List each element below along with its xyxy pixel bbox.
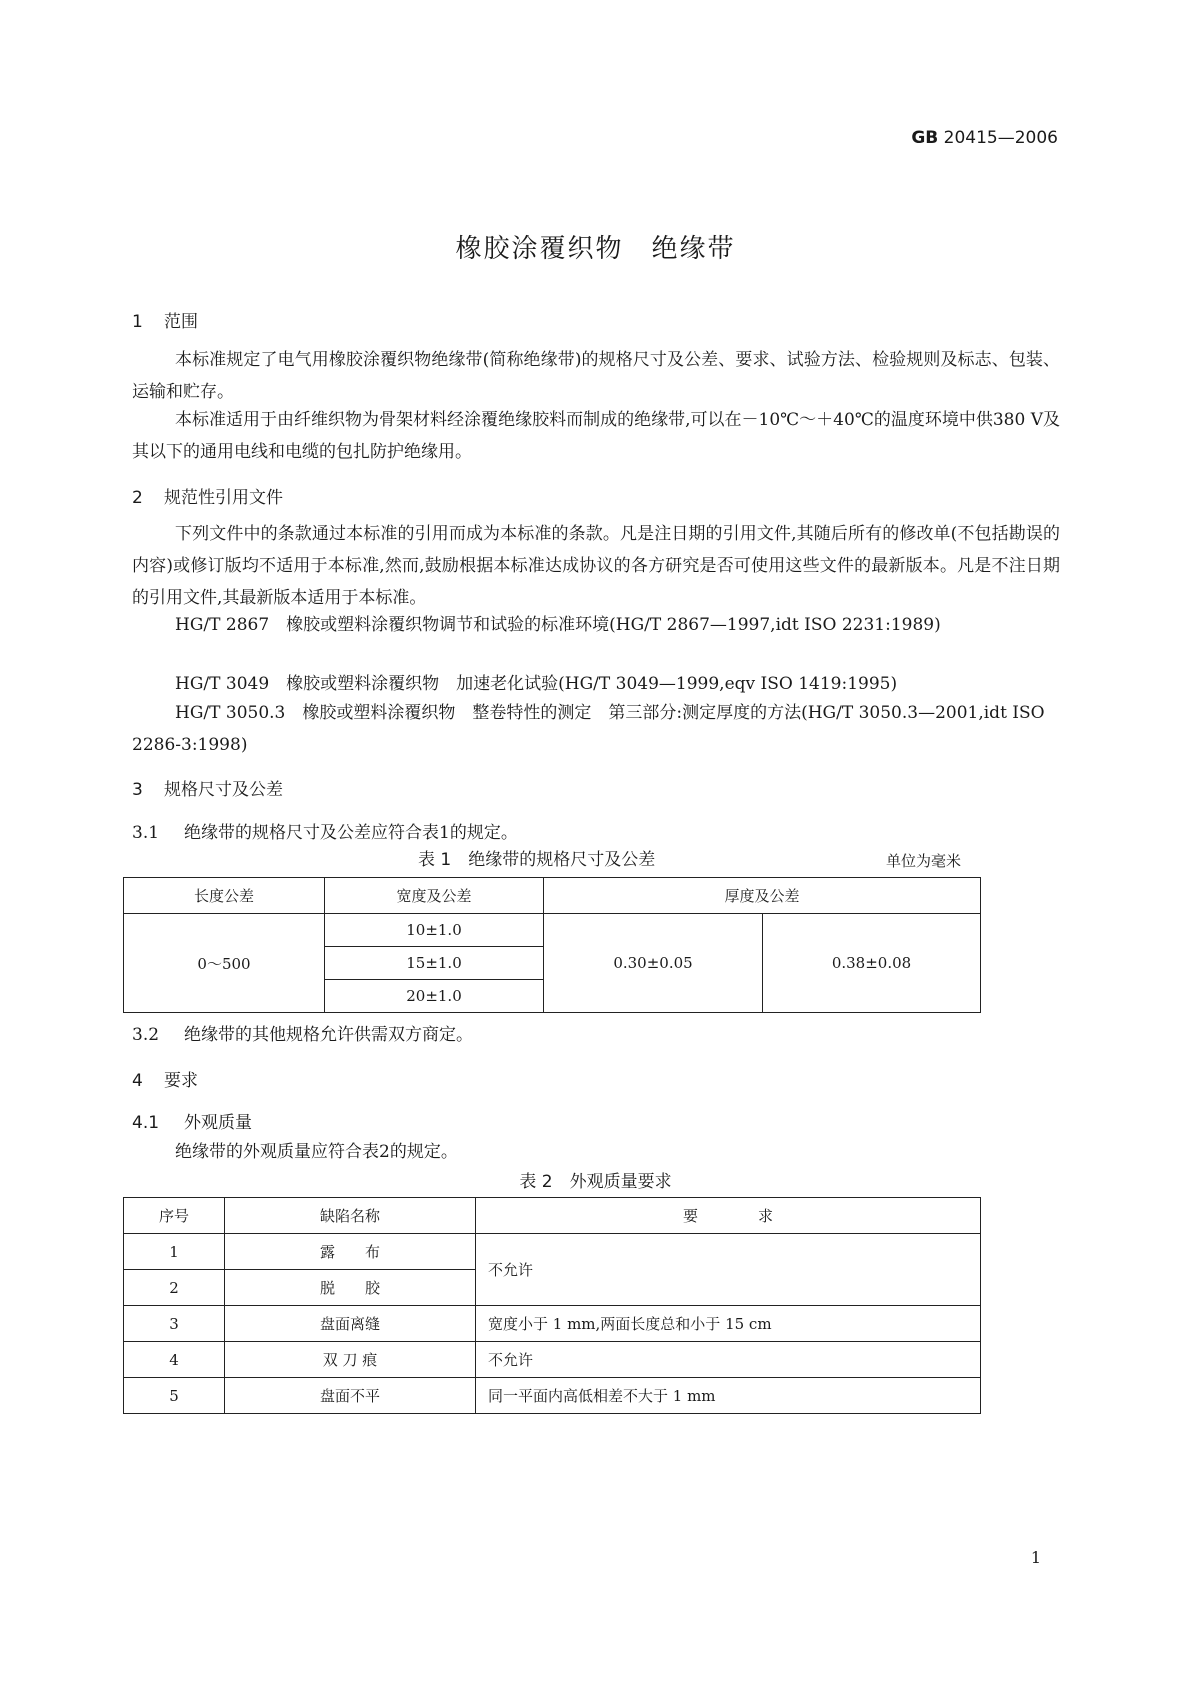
table-1-header-thickness: 厚度及公差	[544, 878, 981, 914]
row-number: 5	[124, 1378, 225, 1414]
defect-name: 露 布	[225, 1234, 476, 1270]
table-2-header-defect: 缺陷名称	[225, 1198, 476, 1234]
section-3-heading: 3 规格尺寸及公差	[132, 780, 283, 800]
page-number: 1	[1030, 1548, 1041, 1567]
defect-name: 脱 胶	[225, 1270, 476, 1306]
table-1-width-value: 20±1.0	[325, 980, 544, 1013]
row-number: 2	[124, 1270, 225, 1306]
defect-name: 盘面离缝	[225, 1306, 476, 1342]
row-number: 4	[124, 1342, 225, 1378]
table-1-caption: 表 1 绝缘带的规格尺寸及公差	[418, 850, 656, 870]
defect-name: 双 刀 痕	[225, 1342, 476, 1378]
section-1-paragraph-2: 本标准适用于由纤维织物为骨架材料经涂覆绝缘胶料而制成的绝缘带,可以在－10℃～＋40℃的温度环境中供380 V及其以下的通用电线和电缆的包扎防护绝缘用。	[132, 410, 1060, 462]
requirement: 不允许	[476, 1342, 981, 1378]
standard-number: GB 20415—2006	[911, 128, 1058, 148]
table-2	[123, 1197, 981, 1414]
table-row	[124, 1378, 981, 1414]
reference-hgt-2867: HG/T 2867 橡胶或塑料涂覆织物调节和试验的标准环境(HG/T 2867—1997,idt ISO 2231:1989)	[175, 615, 941, 635]
section-4-heading: 4 要求	[132, 1071, 198, 1091]
table-1-length-value: 0～500	[124, 914, 325, 1013]
table-1	[123, 877, 981, 1013]
reference-hgt-3049: HG/T 3049 橡胶或塑料涂覆织物 加速老化试验(HG/T 3049—1999,eqv ISO 1419:1995)	[175, 674, 898, 694]
table-row	[124, 1234, 981, 1270]
section-3-2: 3.2 绝缘带的其他规格允许供需双方商定。	[132, 1025, 473, 1045]
table-2-caption: 表 2 外观质量要求	[519, 1172, 672, 1192]
table-1-width-value: 15±1.0	[325, 947, 544, 980]
table-1-width-value: 10±1.0	[325, 914, 544, 947]
page-title: 橡胶涂覆织物 绝缘带	[455, 234, 736, 264]
table-1-unit: 单位为毫米	[885, 852, 961, 870]
table-1-header-length: 长度公差	[124, 878, 325, 914]
table-2-header-number: 序号	[124, 1198, 225, 1234]
section-4-1-text: 绝缘带的外观质量应符合表2的规定。	[175, 1142, 458, 1162]
table-row	[124, 1306, 981, 1342]
defect-name: 盘面不平	[225, 1378, 476, 1414]
row-number: 1	[124, 1234, 225, 1270]
section-1-heading: 1 范围	[132, 312, 198, 332]
row-number: 3	[124, 1306, 225, 1342]
table-1-thickness-value: 0.38±0.08	[763, 914, 981, 1013]
table-2-header-requirement: 要 求	[476, 1198, 981, 1234]
table-1-header-width: 宽度及公差	[325, 878, 544, 914]
requirement: 宽度小于 1 mm,两面长度总和小于 15 cm	[476, 1306, 981, 1342]
table-1-thickness-value: 0.30±0.05	[544, 914, 763, 1013]
section-2-paragraph: 下列文件中的条款通过本标准的引用而成为本标准的条款。凡是注日期的引用文件,其随后所有的修改单(不包括勘误的内容)或修订版均不适用于本标准,然而,鼓励根据本标准达成协议的各方研究是否可使用这些文件的最新版本。凡是不注日期的引用文件,其最新版本适用于本标准。	[132, 524, 1060, 608]
requirement: 同一平面内高低相差不大于 1 mm	[476, 1378, 981, 1414]
reference-hgt-3050-3: HG/T 3050.3 橡胶或塑料涂覆织物 整卷特性的测定 第三部分:测定厚度的方法(HG/T 3050.3—2001,idt ISO 2286-3:1998)	[132, 703, 1045, 755]
section-3-1: 3.1 绝缘带的规格尺寸及公差应符合表1的规定。	[132, 823, 518, 843]
table-row	[124, 1342, 981, 1378]
section-2-heading: 2 规范性引用文件	[132, 488, 283, 508]
section-1-paragraph-1: 本标准规定了电气用橡胶涂覆织物绝缘带(简称绝缘带)的规格尺寸及公差、要求、试验方法、检验规则及标志、包装、运输和贮存。	[132, 350, 1060, 402]
section-4-1-heading: 4.1 外观质量	[132, 1113, 252, 1133]
requirement: 不允许	[476, 1234, 981, 1306]
